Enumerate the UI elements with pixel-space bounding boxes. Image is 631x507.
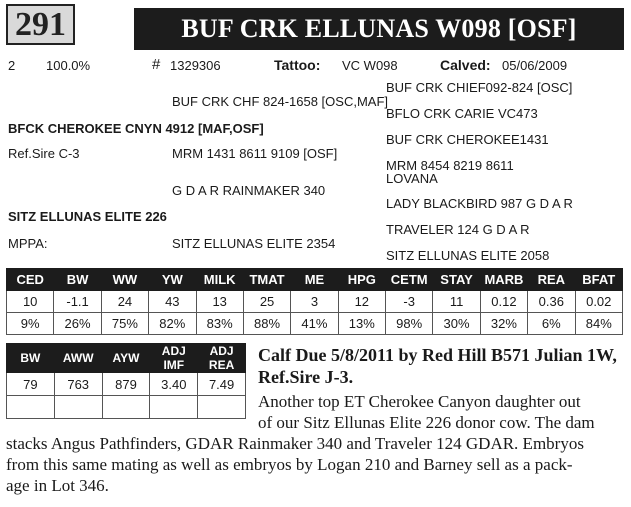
epd-value: 0.36 — [528, 291, 575, 313]
pedigree-sdam-dam-2: LOVANA — [386, 171, 438, 186]
epd-value: 11 — [433, 291, 480, 313]
description-right — [258, 391, 626, 433]
tattoo-value: VC W098 — [342, 58, 398, 73]
pedigree-dam-sire: G D A R RAINMAKER 340 — [172, 183, 326, 198]
epd-header: REA — [528, 269, 575, 291]
epd-header-row — [7, 269, 623, 291]
reg-number: 1329306 — [170, 58, 221, 73]
performance-empty-cell — [102, 396, 150, 419]
epd-value: -1.1 — [54, 291, 101, 313]
performance-value: 79 — [7, 373, 55, 396]
performance-header-row — [7, 344, 246, 373]
performance-value: 3.40 — [150, 373, 198, 396]
epd-header: WW — [101, 269, 148, 291]
epd-header: TMAT — [243, 269, 290, 291]
epd-header: BFAT — [575, 269, 623, 291]
epd-header: CED — [7, 269, 54, 291]
epd-percentile: 88% — [243, 313, 290, 335]
pedigree-sdam-sire: BUF CRK CHEROKEE1431 — [386, 132, 549, 147]
epd-value: 43 — [149, 291, 196, 313]
epd-percentile: 32% — [480, 313, 527, 335]
info-percent: 100.0% — [46, 58, 91, 73]
performance-value: 763 — [54, 373, 102, 396]
lot-headline: Calf Due 5/8/2011 by Red Hill B571 Julian 1W, Ref.Sire J-3. — [258, 345, 617, 387]
epd-value: 25 — [243, 291, 290, 313]
epd-header: CETM — [386, 269, 433, 291]
description-line: of our Sitz Ellunas Elite 226 donor cow. The dam — [258, 413, 595, 432]
performance-empty-row — [7, 396, 246, 419]
performance-value: 7.49 — [198, 373, 246, 396]
info-count: 2 — [8, 58, 16, 73]
epd-header: ME — [291, 269, 338, 291]
epd-header: HPG — [338, 269, 385, 291]
pedigree-ddam-sire: TRAVELER 124 G D A R — [386, 222, 530, 237]
pedigree-sire-note: Ref.Sire C-3 — [8, 146, 80, 161]
animal-name: BUF CRK ELLUNAS W098 [OSF] — [181, 14, 577, 43]
calved-value: 05/06/2009 — [502, 58, 568, 73]
epd-percentile: 6% — [528, 313, 575, 335]
epd-percentile: 75% — [101, 313, 148, 335]
performance-header: ADJ IMF — [150, 344, 198, 373]
pedigree-sdam-dam-1: MRM 8454 8219 8611 — [386, 158, 514, 173]
calved-label: Calved: — [440, 57, 491, 73]
epd-percentile: 98% — [386, 313, 433, 335]
epd-value: 13 — [196, 291, 243, 313]
epd-value: 24 — [101, 291, 148, 313]
description-line: Another top ET Cherokee Canyon daughter out — [258, 392, 581, 411]
epd-value: 0.02 — [575, 291, 623, 313]
description-line: from this same mating as well as embryos by Logan 210 and Barney sell as a pack- — [6, 455, 573, 474]
epd-percentile: 9% — [7, 313, 54, 335]
epd-value: 12 — [338, 291, 385, 313]
pedigree-dam: SITZ ELLUNAS ELITE 226 — [8, 209, 167, 224]
performance-header: AYW — [102, 344, 150, 373]
description-line: stacks Angus Pathfinders, GDAR Rainmaker 340 and Traveler 124 GDAR. Embryos — [6, 434, 584, 453]
epd-percentile: 13% — [338, 313, 385, 335]
reg-prefix: # — [152, 56, 161, 73]
epd-values-row — [7, 291, 623, 313]
epd-value: -3 — [386, 291, 433, 313]
performance-values-row — [7, 373, 246, 396]
pedigree-sire: BFCK CHEROKEE CNYN 4912 [MAF,OSF] — [8, 121, 264, 136]
epd-header: MILK — [196, 269, 243, 291]
epd-percentile-row — [7, 313, 623, 335]
lot-number: 291 — [15, 5, 66, 43]
tattoo-label: Tattoo: — [274, 57, 321, 73]
epd-header: BW — [54, 269, 101, 291]
pedigree-dsire-sire: LADY BLACKBIRD 987 G D A R — [386, 196, 573, 211]
epd-percentile: 83% — [196, 313, 243, 335]
performance-table — [6, 343, 246, 419]
epd-percentile: 84% — [575, 313, 623, 335]
performance-empty-cell — [54, 396, 102, 419]
pedigree-ssire-sire: BUF CRK CHIEF092-824 [OSC] — [386, 80, 573, 95]
epd-percentile: 30% — [433, 313, 480, 335]
epd-value: 10 — [7, 291, 54, 313]
epd-table — [6, 268, 623, 335]
performance-header: ADJ REA — [198, 344, 246, 373]
epd-percentile: 82% — [149, 313, 196, 335]
description-line: age in Lot 346. — [6, 476, 109, 495]
lot-number-box — [6, 4, 75, 45]
epd-percentile: 26% — [54, 313, 101, 335]
epd-header: YW — [149, 269, 196, 291]
epd-percentile: 41% — [291, 313, 338, 335]
epd-header: STAY — [433, 269, 480, 291]
description-full — [6, 433, 626, 496]
pedigree-ddam-dam: SITZ ELLUNAS ELITE 2058 — [386, 248, 550, 263]
performance-empty-cell — [7, 396, 55, 419]
epd-value: 0.12 — [480, 291, 527, 313]
epd-header: MARB — [480, 269, 527, 291]
performance-empty-cell — [198, 396, 246, 419]
pedigree-sire-sire: BUF CRK CHF 824-1658 [OSC,MAF] — [172, 94, 388, 109]
pedigree-sire-dam: MRM 1431 8611 9109 [OSF] — [172, 146, 338, 161]
pedigree-ssire-dam: BFLO CRK CARIE VC473 — [386, 106, 538, 121]
performance-value: 879 — [102, 373, 150, 396]
pedigree-dam-note: MPPA: — [8, 236, 48, 251]
epd-value: 3 — [291, 291, 338, 313]
performance-empty-cell — [150, 396, 198, 419]
title-bar — [134, 8, 624, 50]
pedigree-dam-dam: SITZ ELLUNAS ELITE 2354 — [172, 236, 336, 251]
performance-header: AWW — [54, 344, 102, 373]
performance-header: BW — [7, 344, 55, 373]
